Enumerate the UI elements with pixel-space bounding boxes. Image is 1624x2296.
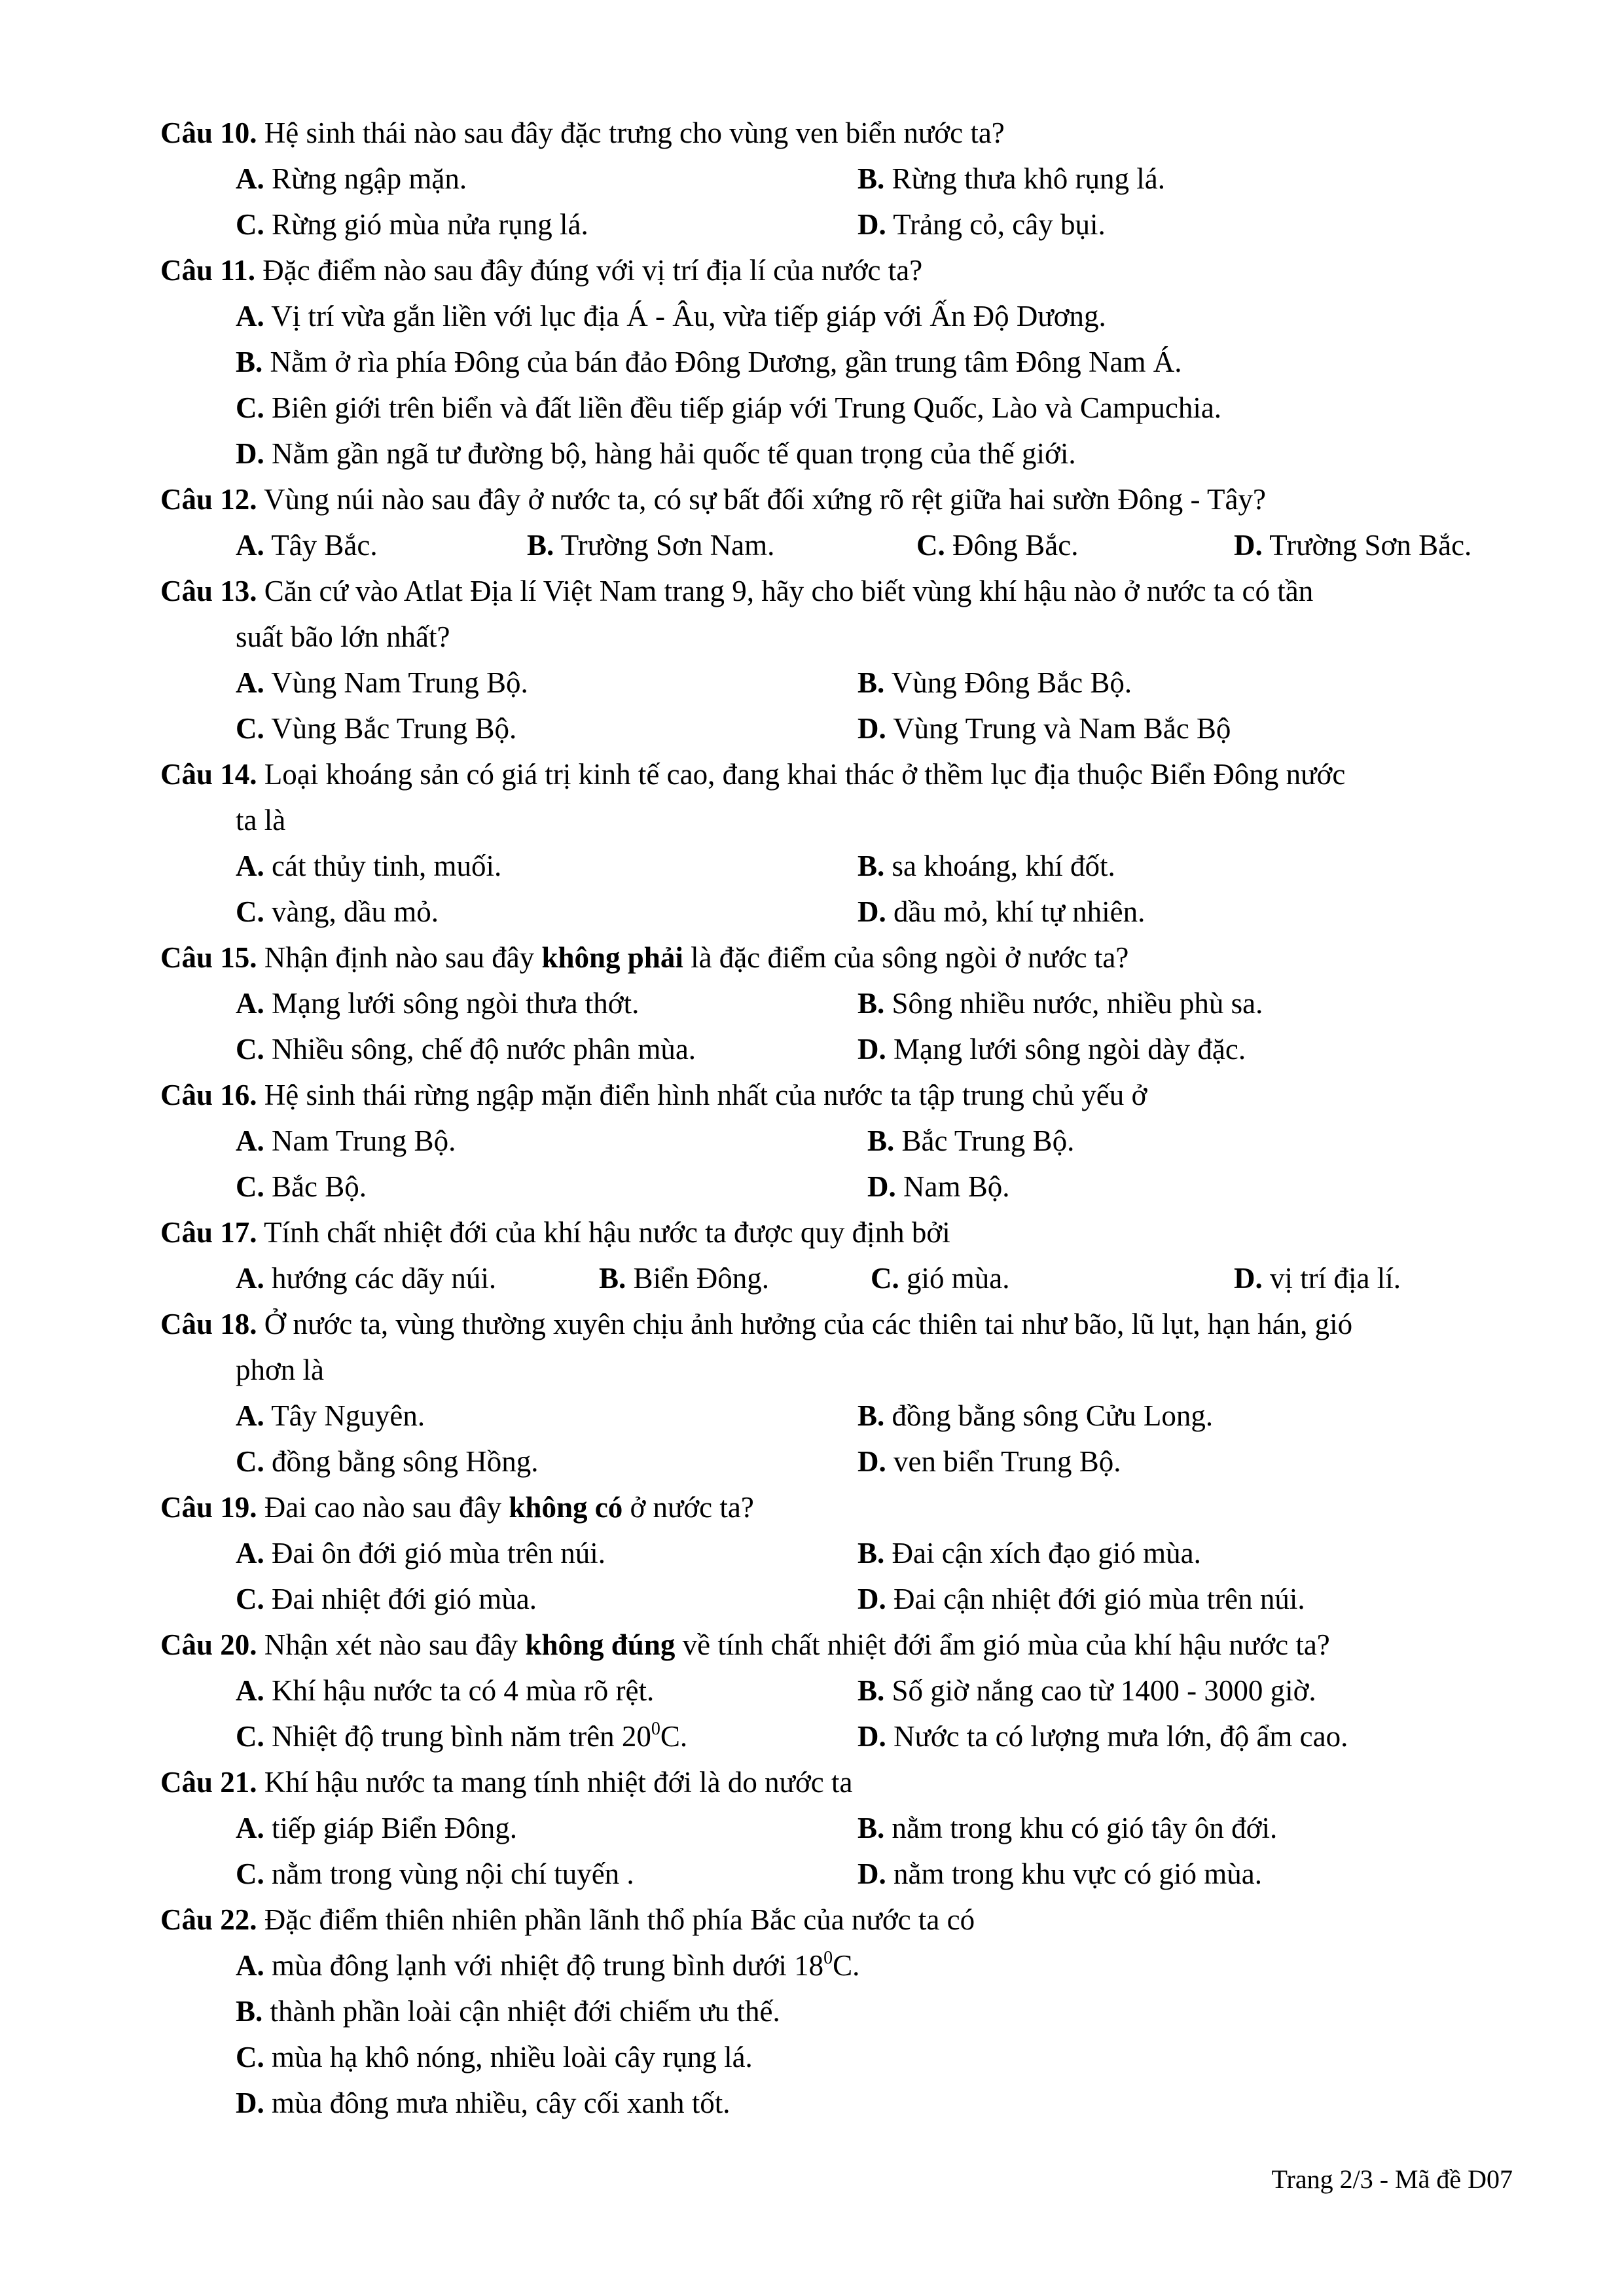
question-number: Câu 16. xyxy=(160,1079,257,1111)
question-number: Câu 12. xyxy=(160,483,257,516)
option-text: gió mùa. xyxy=(907,1262,1010,1295)
question-15 xyxy=(160,935,1502,980)
question-text: Đặc điểm nào sau đây đúng với vị trí địa lí của nước ta? xyxy=(262,254,923,287)
question-number: Câu 15. xyxy=(160,941,257,974)
option-letter: B. xyxy=(857,987,885,1020)
option-15-d xyxy=(857,1026,1246,1072)
question-text: Khí hậu nước ta mang tính nhiệt đới là do nước ta xyxy=(264,1766,853,1799)
option-text: Đai cận nhiệt đới gió mùa trên núi. xyxy=(893,1583,1305,1615)
superscript-degree: 0 xyxy=(651,1719,660,1739)
option-letter: A. xyxy=(236,850,264,882)
question-text: Nhận xét nào sau đây xyxy=(264,1628,518,1661)
option-22-d xyxy=(236,2080,730,2126)
option-text-suffix: C. xyxy=(833,1949,860,1982)
option-text: nằm trong vùng nội chí tuyến . xyxy=(272,1857,634,1890)
option-letter: A. xyxy=(236,1949,264,1982)
question-text: Đai cao nào sau đây xyxy=(264,1491,502,1524)
option-letter: C. xyxy=(236,1583,264,1615)
option-19-c xyxy=(236,1576,537,1622)
option-21-d xyxy=(857,1851,1262,1897)
option-letter: C. xyxy=(236,1857,264,1890)
option-letter: C. xyxy=(236,712,264,745)
option-text: Nằm gần ngã tư đường bộ, hàng hải quốc tế quan trọng của thế giới. xyxy=(272,437,1076,470)
option-text: Nằm ở rìa phía Đông của bán đảo Đông Dương, gần trung tâm Đông Nam Á. xyxy=(270,346,1182,378)
option-11-c xyxy=(236,385,1221,431)
option-20-d xyxy=(857,1713,1348,1759)
question-text: Hệ sinh thái nào sau đây đặc trưng cho vùng ven biển nước ta? xyxy=(264,117,1005,149)
option-15-c xyxy=(236,1026,696,1072)
option-text: Vị trí vừa gắn liền với lục địa Á - Âu, vừa tiếp giáp với Ấn Độ Dương. xyxy=(271,300,1106,332)
question-number: Câu 19. xyxy=(160,1491,257,1524)
option-text: dầu mỏ, khí tự nhiên. xyxy=(893,895,1146,928)
option-letter: A. xyxy=(236,1124,264,1157)
option-14-d xyxy=(857,889,1145,935)
option-letter: D. xyxy=(857,1720,886,1753)
option-letter: B. xyxy=(857,666,885,699)
question-text: Tính chất nhiệt đới của khí hậu nước ta được quy định bởi xyxy=(263,1216,950,1249)
option-letter: B. xyxy=(857,162,885,195)
option-12-b xyxy=(527,522,774,568)
question-14-continuation: ta là xyxy=(236,804,286,836)
option-10-b xyxy=(857,156,1165,202)
option-letter: C. xyxy=(236,391,264,424)
option-letter: D. xyxy=(857,1857,886,1890)
question-text-end: là đặc điểm của sông ngòi ở nước ta? xyxy=(691,941,1129,974)
option-text: Nam Trung Bộ. xyxy=(272,1124,456,1157)
question-20 xyxy=(160,1622,1502,1668)
question-text: Căn cứ vào Atlat Địa lí Việt Nam trang 9, hãy cho biết vùng khí hậu nào ở nước ta có tần xyxy=(264,575,1314,607)
option-14-a xyxy=(236,843,501,889)
option-18-c xyxy=(236,1439,538,1484)
option-letter: B. xyxy=(236,1995,263,2028)
option-11-d xyxy=(236,431,1076,476)
option-16-c xyxy=(236,1164,367,1210)
option-letter: A. xyxy=(236,300,264,332)
question-text: Hệ sinh thái rừng ngập mặn điển hình nhất của nước ta tập trung chủ yếu ở xyxy=(264,1079,1147,1111)
option-22-c xyxy=(236,2034,753,2080)
option-letter: D. xyxy=(857,208,886,241)
option-13-c xyxy=(236,706,516,751)
option-16-a xyxy=(236,1118,456,1164)
option-text: Vùng Trung và Nam Bắc Bộ xyxy=(893,712,1231,745)
question-text-end: về tính chất nhiệt đới ẩm gió mùa của khí hậu nước ta? xyxy=(682,1628,1330,1661)
option-21-b xyxy=(857,1805,1277,1851)
option-text: Mạng lưới sông ngòi thưa thớt. xyxy=(272,987,640,1020)
option-text: ven biển Trung Bộ. xyxy=(893,1445,1121,1478)
option-letter: A. xyxy=(236,1812,264,1844)
option-text: hướng các dãy núi. xyxy=(272,1262,497,1295)
option-18-a xyxy=(236,1393,425,1439)
option-letter: A. xyxy=(236,1674,264,1707)
option-19-a xyxy=(236,1530,605,1576)
question-text: Ở nước ta, vùng thường xuyên chịu ảnh hưởng của các thiên tai như bão, lũ lụt, hạn hán, gió xyxy=(264,1308,1353,1340)
question-number: Câu 14. xyxy=(160,758,257,791)
option-text: Trường Sơn Bắc. xyxy=(1269,529,1472,562)
option-text: đồng bằng sông Hồng. xyxy=(272,1445,539,1478)
option-letter: D. xyxy=(1234,1262,1263,1295)
option-text: Trường Sơn Nam. xyxy=(560,529,775,562)
option-letter: B. xyxy=(857,850,885,882)
question-17 xyxy=(160,1210,1502,1255)
question-number: Câu 18. xyxy=(160,1308,257,1340)
question-number: Câu 17. xyxy=(160,1216,257,1249)
question-21 xyxy=(160,1759,1502,1805)
option-letter: D. xyxy=(857,712,886,745)
option-text: Bắc Trung Bộ. xyxy=(901,1124,1075,1157)
option-17-d xyxy=(1234,1255,1401,1301)
option-15-b xyxy=(857,980,1263,1026)
option-17-a xyxy=(236,1255,496,1301)
option-letter: D. xyxy=(867,1170,896,1203)
option-letter: A. xyxy=(236,987,264,1020)
option-text: Số giờ nắng cao từ 1400 - 3000 giờ. xyxy=(892,1674,1316,1707)
option-text: cát thủy tinh, muối. xyxy=(272,850,502,882)
option-text: mùa hạ khô nóng, nhiều loài cây rụng lá. xyxy=(272,2041,753,2073)
question-number: Câu 11. xyxy=(160,254,256,287)
option-text: Rừng gió mùa nửa rụng lá. xyxy=(272,208,588,241)
option-letter: D. xyxy=(857,895,886,928)
option-19-b xyxy=(857,1530,1201,1576)
option-11-a xyxy=(236,293,1106,339)
option-text: Nước ta có lượng mưa lớn, độ ẩm cao. xyxy=(893,1720,1348,1753)
option-14-b xyxy=(857,843,1115,889)
option-text: đồng bằng sông Cửu Long. xyxy=(892,1399,1214,1432)
question-18 xyxy=(160,1301,1502,1347)
option-14-c xyxy=(236,889,439,935)
option-12-c xyxy=(916,522,1078,568)
option-text: mùa đông lạnh với nhiệt độ trung bình dưới 18 xyxy=(272,1949,824,1982)
option-22-a xyxy=(236,1943,859,1988)
option-letter: B. xyxy=(867,1124,895,1157)
option-17-b xyxy=(599,1255,769,1301)
option-13-a xyxy=(236,660,528,706)
option-text: Vùng Bắc Trung Bộ. xyxy=(271,712,517,745)
question-emphasis: không đúng xyxy=(525,1628,676,1661)
question-14 xyxy=(160,751,1502,797)
option-text: Mạng lưới sông ngòi dày đặc. xyxy=(893,1033,1246,1066)
option-20-c xyxy=(236,1713,687,1759)
question-22 xyxy=(160,1897,1502,1943)
option-11-b xyxy=(236,339,1182,385)
option-10-a xyxy=(236,156,467,202)
option-text: Tây Bắc. xyxy=(271,529,378,562)
question-number: Câu 10. xyxy=(160,117,257,149)
option-16-b xyxy=(867,1118,1074,1164)
option-letter: C. xyxy=(236,1170,264,1203)
question-emphasis: không có xyxy=(509,1491,623,1524)
option-letter: C. xyxy=(236,1720,264,1753)
option-text: tiếp giáp Biển Đông. xyxy=(272,1812,517,1844)
option-text: nằm trong khu vực có gió mùa. xyxy=(893,1857,1263,1890)
option-letter: A. xyxy=(236,162,264,195)
question-text: Vùng núi nào sau đây ở nước ta, có sự bất đối xứng rõ rệt giữa hai sườn Đông - Tây? xyxy=(263,483,1266,516)
option-letter: B. xyxy=(857,1674,885,1707)
option-20-a xyxy=(236,1668,654,1713)
option-letter: A. xyxy=(236,1262,264,1295)
option-letter: C. xyxy=(236,1033,264,1066)
option-18-b xyxy=(857,1393,1213,1439)
option-text: nằm trong khu có gió tây ôn đới. xyxy=(892,1812,1278,1844)
option-letter: D. xyxy=(857,1445,886,1478)
option-letter: C. xyxy=(916,529,945,562)
option-20-b xyxy=(857,1668,1316,1713)
option-text: Khí hậu nước ta có 4 mùa rõ rệt. xyxy=(272,1674,655,1707)
option-15-a xyxy=(236,980,639,1026)
option-10-c xyxy=(236,202,588,247)
option-text: vị trí địa lí. xyxy=(1270,1262,1401,1295)
option-text: Rừng ngập mặn. xyxy=(272,162,467,195)
page-footer: Trang 2/3 - Mã đề D07 xyxy=(1271,2164,1513,2194)
option-text: Vùng Nam Trung Bộ. xyxy=(271,666,528,699)
option-letter: D. xyxy=(236,2087,264,2119)
option-letter: B. xyxy=(599,1262,626,1295)
option-text: Nhiều sông, chế độ nước phân mùa. xyxy=(272,1033,696,1066)
option-letter: B. xyxy=(857,1399,885,1432)
question-text: Nhận định nào sau đây xyxy=(264,941,535,974)
option-text: Biển Đông. xyxy=(633,1262,770,1295)
question-16 xyxy=(160,1072,1502,1118)
option-12-a xyxy=(236,522,378,568)
question-number: Câu 13. xyxy=(160,575,257,607)
question-emphasis: không phải xyxy=(541,941,683,974)
question-text-end: ở nước ta? xyxy=(630,1491,754,1524)
option-text: Đông Bắc. xyxy=(952,529,1079,562)
question-text: Đặc điểm thiên nhiên phần lãnh thổ phía Bắc của nước ta có xyxy=(264,1903,975,1936)
option-19-d xyxy=(857,1576,1305,1622)
option-text: Nhiệt độ trung bình năm trên 20 xyxy=(272,1720,651,1753)
option-13-d xyxy=(857,706,1231,751)
option-text: Đai cận xích đạo gió mùa. xyxy=(892,1537,1201,1570)
option-letter: C. xyxy=(871,1262,899,1295)
option-22-b xyxy=(236,1988,780,2034)
option-text: Đai ôn đới gió mùa trên núi. xyxy=(272,1537,605,1570)
option-text: mùa đông mưa nhiều, cây cối xanh tốt. xyxy=(272,2087,731,2119)
question-10 xyxy=(160,110,1502,156)
option-text: thành phần loài cận nhiệt đới chiếm ưu thế. xyxy=(270,1995,780,2028)
option-letter: D. xyxy=(857,1583,886,1615)
option-letter: B. xyxy=(857,1812,885,1844)
option-text: Bắc Bộ. xyxy=(272,1170,367,1203)
option-text: vàng, dầu mỏ. xyxy=(272,895,439,928)
option-letter: A. xyxy=(236,1537,264,1570)
option-17-c xyxy=(871,1255,1009,1301)
option-letter: A. xyxy=(236,666,264,699)
option-text: Vùng Đông Bắc Bộ. xyxy=(891,666,1132,699)
option-text: Đai nhiệt đới gió mùa. xyxy=(272,1583,537,1615)
option-21-c xyxy=(236,1851,634,1897)
question-number: Câu 20. xyxy=(160,1628,257,1661)
option-letter: B. xyxy=(527,529,554,562)
question-11 xyxy=(160,247,1502,293)
option-text: Biên giới trên biển và đất liền đều tiếp giáp với Trung Quốc, Lào và Campuchia. xyxy=(272,391,1222,424)
option-letter: D. xyxy=(1234,529,1263,562)
option-text: Rừng thưa khô rụng lá. xyxy=(892,162,1165,195)
option-12-d xyxy=(1234,522,1471,568)
option-letter: C. xyxy=(236,1445,264,1478)
option-letter: C. xyxy=(236,895,264,928)
option-text: Trảng cỏ, cây bụi. xyxy=(893,208,1106,241)
option-10-d xyxy=(857,202,1106,247)
superscript-degree: 0 xyxy=(823,1948,833,1968)
question-13 xyxy=(160,568,1502,614)
question-12 xyxy=(160,476,1502,522)
question-19 xyxy=(160,1484,1502,1530)
question-13-continuation: suất bão lớn nhất? xyxy=(236,620,450,653)
option-text: sa khoáng, khí đốt. xyxy=(892,850,1115,882)
option-text: Nam Bộ. xyxy=(903,1170,1010,1203)
option-letter: C. xyxy=(236,2041,264,2073)
question-number: Câu 21. xyxy=(160,1766,257,1799)
option-letter: D. xyxy=(236,437,264,470)
question-text: Loại khoáng sản có giá trị kinh tế cao, đang khai thác ở thềm lục địa thuộc Biển Đông nước xyxy=(264,758,1346,791)
option-21-a xyxy=(236,1805,517,1851)
option-18-d xyxy=(857,1439,1121,1484)
option-letter: A. xyxy=(236,529,264,562)
option-16-d xyxy=(867,1164,1010,1210)
option-text: Sông nhiều nước, nhiều phù sa. xyxy=(892,987,1263,1020)
option-letter: B. xyxy=(236,346,263,378)
option-letter: A. xyxy=(236,1399,264,1432)
option-text: Tây Nguyên. xyxy=(271,1399,425,1432)
option-13-b xyxy=(857,660,1132,706)
option-letter: C. xyxy=(236,208,264,241)
option-letter: D. xyxy=(857,1033,886,1066)
option-text-suffix: C. xyxy=(660,1720,688,1753)
question-18-continuation: phơn là xyxy=(236,1354,325,1386)
option-letter: B. xyxy=(857,1537,885,1570)
question-number: Câu 22. xyxy=(160,1903,257,1936)
